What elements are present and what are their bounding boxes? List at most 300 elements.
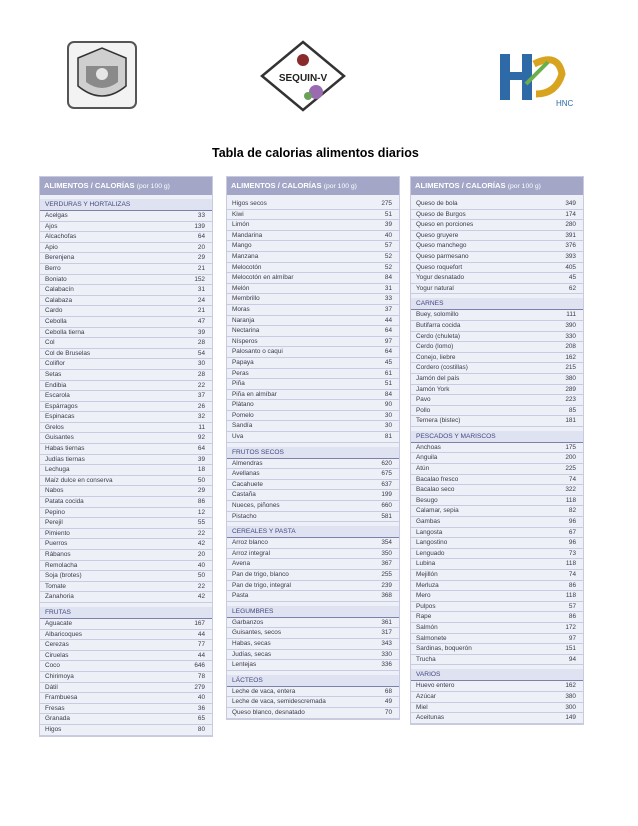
- document-title: Tabla de calorias alimentos diarios: [212, 146, 419, 160]
- calorie-value: 37: [197, 392, 205, 400]
- table-row: [227, 432, 399, 443]
- calorie-value: 637: [381, 480, 392, 488]
- food-name: Cardo: [45, 307, 63, 315]
- food-name: Kiwi: [232, 210, 244, 218]
- table-row: [227, 231, 399, 242]
- food-name: Judías tiernas: [45, 455, 85, 463]
- food-group: [40, 199, 212, 603]
- table-row: [227, 570, 399, 581]
- column-header-unit: (por 100 g): [136, 183, 170, 190]
- calorie-value: 317: [381, 629, 392, 637]
- food-name: Lentejas: [232, 661, 257, 669]
- table-row: [40, 232, 212, 243]
- calorie-value: 40: [197, 561, 205, 569]
- calorie-value: 94: [568, 655, 576, 663]
- table-row: [40, 423, 212, 434]
- table-row: [411, 332, 583, 343]
- food-name: Puerros: [45, 540, 68, 548]
- calorie-value: 111: [566, 311, 576, 319]
- food-name: Uva: [232, 433, 244, 441]
- calorie-value: 26: [197, 402, 205, 410]
- table-row: [227, 490, 399, 501]
- table-row: [411, 273, 583, 284]
- food-name: Calabaza: [45, 296, 73, 304]
- calorie-value: 33: [384, 295, 392, 303]
- calorie-value: 86: [197, 498, 205, 506]
- food-name: Butifarra cocida: [416, 321, 461, 329]
- food-group-title: FRUTAS: [40, 607, 212, 619]
- table-row: [40, 529, 212, 540]
- table-row: [40, 264, 212, 275]
- food-name: Nabos: [45, 487, 64, 495]
- calorie-value: 80: [197, 725, 205, 733]
- food-name: Melocotón: [232, 263, 262, 271]
- table-row: [411, 342, 583, 353]
- calorie-value: 54: [197, 349, 205, 357]
- column-header-title: ALIMENTOS / CALORÍAS: [231, 181, 322, 190]
- food-name: Ajos: [45, 222, 58, 230]
- calorie-value: 289: [565, 385, 576, 393]
- calorie-value: 151: [565, 645, 576, 653]
- table-row: [411, 692, 583, 703]
- table-row: [411, 559, 583, 570]
- table-row: [227, 210, 399, 221]
- table-row: [227, 326, 399, 337]
- table-row: [40, 539, 212, 550]
- table-row: [40, 630, 212, 641]
- calorie-value: 55: [197, 519, 205, 527]
- table-row: [40, 571, 212, 582]
- food-name: Habas, secas: [232, 639, 271, 647]
- food-name: Remolacha: [45, 561, 78, 569]
- table-row: [227, 379, 399, 390]
- food-name: Azúcar: [416, 692, 436, 700]
- table-row: [40, 651, 212, 662]
- food-name: Arroz integral: [232, 549, 271, 557]
- food-group: [227, 199, 399, 443]
- food-name: Queso en porciones: [416, 221, 474, 229]
- food-name: Merluza: [416, 581, 439, 589]
- calorie-value: 78: [197, 672, 205, 680]
- food-name: Frambuesa: [45, 694, 78, 702]
- food-name: Piña en almíbar: [232, 390, 277, 398]
- table-row: [411, 581, 583, 592]
- calorie-value: 646: [194, 662, 205, 670]
- table-row: [227, 512, 399, 523]
- food-name: Apio: [45, 243, 58, 251]
- calorie-value: 39: [197, 328, 205, 336]
- table-row: [40, 550, 212, 561]
- table-row: [40, 338, 212, 349]
- calorie-value: 208: [565, 343, 576, 351]
- calorie-value: 322: [565, 486, 576, 494]
- calorie-value: 42: [197, 540, 205, 548]
- food-name: Pan de trigo, blanco: [232, 571, 289, 578]
- calorie-value: 22: [197, 381, 205, 389]
- food-name: Langostino: [416, 539, 448, 547]
- table-row: [227, 273, 399, 284]
- food-name: Acelgas: [45, 212, 68, 219]
- calorie-value: 50: [197, 572, 205, 580]
- food-name: Rape: [416, 613, 432, 621]
- food-name: Pollo: [416, 406, 431, 414]
- food-name: Escarola: [45, 392, 70, 400]
- food-name: Queso blanco, desnatado: [232, 708, 305, 716]
- food-name: Aceitunas: [416, 714, 445, 722]
- food-group-title: FRUTOS SECOS: [227, 447, 399, 459]
- table-row: [227, 358, 399, 369]
- food-name: Bacalao seco: [416, 486, 455, 494]
- calorie-value: 11: [198, 423, 205, 431]
- table-row: [411, 570, 583, 581]
- table-row: [227, 252, 399, 263]
- table-row: [227, 220, 399, 231]
- calorie-value: 44: [384, 316, 392, 324]
- table-row: [40, 704, 212, 715]
- table-row: [40, 592, 212, 603]
- food-group: [411, 669, 583, 723]
- calorie-column-2: [226, 176, 400, 720]
- food-name: Nectarina: [232, 327, 260, 335]
- calorie-value: 354: [381, 539, 392, 547]
- table-row: [227, 369, 399, 380]
- calorie-value: 22: [197, 582, 205, 590]
- food-name: Leche de vaca, semidescremada: [232, 698, 326, 706]
- calorie-value: 28: [197, 339, 205, 347]
- food-name: Melocotón en almíbar: [232, 274, 294, 282]
- food-name: Mango: [232, 242, 252, 250]
- table-row: [40, 285, 212, 296]
- food-name: Cerdo (chuleta): [416, 332, 461, 340]
- food-name: Bacalao fresco: [416, 475, 459, 483]
- calorie-value: 74: [568, 571, 576, 578]
- table-row: [40, 714, 212, 725]
- unam-seal-logo: [66, 40, 138, 110]
- calorie-value: 380: [565, 374, 576, 382]
- food-group-title: VARIOS: [411, 669, 583, 681]
- food-name: Pasta: [232, 592, 249, 600]
- food-group-title: PESCADOS Y MARISCOS: [411, 431, 583, 443]
- food-name: Papaya: [232, 358, 254, 366]
- food-name: Queso roquefort: [416, 263, 463, 271]
- calorie-value: 52: [384, 263, 392, 271]
- table-row: [40, 317, 212, 328]
- table-row: [411, 506, 583, 517]
- table-row: [40, 349, 212, 360]
- calorie-value: 172: [565, 623, 576, 631]
- column-header: [40, 177, 212, 195]
- calorie-value: 67: [568, 528, 576, 536]
- calorie-value: 200: [565, 454, 576, 462]
- food-name: Habas tiernas: [45, 445, 85, 453]
- table-row: [227, 284, 399, 295]
- food-name: Manzana: [232, 252, 259, 260]
- table-row: [227, 559, 399, 570]
- calorie-value: 175: [565, 443, 576, 451]
- food-name: Guisantes, secos: [232, 629, 282, 637]
- table-row: [227, 337, 399, 348]
- table-row: [40, 444, 212, 455]
- calorie-value: 44: [197, 651, 205, 659]
- calorie-value: 300: [565, 703, 576, 711]
- calorie-value: 28: [197, 370, 205, 378]
- food-name: Calabacín: [45, 286, 74, 294]
- table-row: [411, 353, 583, 364]
- column-header: [411, 177, 583, 195]
- table-row: [411, 528, 583, 539]
- calorie-value: 330: [381, 650, 392, 658]
- calorie-value: 77: [197, 641, 205, 649]
- food-name: Langosta: [416, 528, 443, 536]
- table-row: [227, 581, 399, 592]
- food-group: [411, 199, 583, 294]
- calorie-value: 162: [565, 353, 576, 361]
- food-name: Pan de trigo, integral: [232, 581, 291, 589]
- food-name: Lubina: [416, 560, 436, 568]
- table-row: [411, 220, 583, 231]
- calorie-value: 24: [197, 296, 205, 304]
- table-row: [40, 211, 212, 222]
- food-name: Alcachofas: [45, 233, 77, 241]
- calorie-value: 81: [384, 433, 392, 441]
- table-row: [411, 321, 583, 332]
- table-row: [227, 591, 399, 602]
- calorie-value: 21: [197, 264, 205, 272]
- calorie-value: 139: [194, 222, 205, 230]
- table-row: [40, 402, 212, 413]
- calorie-value: 255: [381, 571, 392, 578]
- sequin-logo: [258, 40, 348, 112]
- food-name: Cerezas: [45, 641, 69, 649]
- table-row: [40, 381, 212, 392]
- food-group-title: LEGUMBRES: [227, 606, 399, 618]
- column-header-unit: (por 100 g): [507, 183, 541, 190]
- calorie-value: 223: [565, 396, 576, 404]
- calorie-value: 215: [565, 364, 576, 372]
- food-name: Boniato: [45, 275, 67, 283]
- calorie-value: 39: [197, 455, 205, 463]
- food-name: Conejo, liebre: [416, 353, 456, 361]
- calorie-value: 675: [381, 470, 392, 478]
- food-name: Castaña: [232, 491, 256, 499]
- calorie-value: 51: [384, 380, 392, 388]
- calorie-value: 57: [568, 602, 576, 610]
- column-header-unit: (por 100 g): [323, 183, 357, 190]
- food-name: Nísperos: [232, 337, 258, 345]
- calorie-value: 64: [197, 445, 205, 453]
- calorie-value: 361: [381, 618, 392, 626]
- table-row: [40, 497, 212, 508]
- food-group: [227, 526, 399, 602]
- food-group: [227, 447, 399, 523]
- table-row: [40, 693, 212, 704]
- calorie-value: 73: [568, 549, 576, 557]
- table-row: [411, 231, 583, 242]
- food-name: Cordero (costillas): [416, 364, 468, 372]
- table-row: [40, 275, 212, 286]
- food-name: Huevo entero: [416, 682, 455, 690]
- calorie-value: 225: [565, 465, 576, 473]
- calorie-value: 181: [565, 417, 576, 425]
- column-header-title: ALIMENTOS / CALORÍAS: [44, 181, 135, 190]
- table-row: [227, 459, 399, 470]
- table-row: [40, 306, 212, 317]
- calorie-value: 18: [197, 466, 205, 474]
- table-row: [40, 518, 212, 529]
- calorie-value: 174: [565, 210, 576, 218]
- calorie-value: 581: [381, 512, 392, 520]
- table-row: [227, 628, 399, 639]
- table-row: [227, 469, 399, 480]
- food-name: Anchoas: [416, 443, 441, 451]
- table-row: [227, 538, 399, 549]
- calorie-value: 21: [197, 307, 205, 315]
- calorie-value: 22: [197, 529, 205, 537]
- calorie-value: 42: [197, 593, 205, 601]
- food-name: Grelos: [45, 423, 64, 431]
- food-name: Leche de vaca, entera: [232, 687, 296, 695]
- table-row: [227, 316, 399, 327]
- food-group-title: CEREALES Y PASTA: [227, 526, 399, 538]
- food-name: Sardinas, boquerón: [416, 645, 472, 653]
- food-name: Atún: [416, 465, 430, 473]
- table-row: [411, 443, 583, 454]
- food-name: Jamón York: [416, 385, 450, 393]
- calorie-value: 84: [384, 274, 392, 282]
- table-row: [411, 310, 583, 321]
- calorie-value: 45: [384, 358, 392, 366]
- calorie-value: 336: [381, 661, 392, 669]
- table-row: [411, 591, 583, 602]
- calorie-value: 199: [381, 491, 392, 499]
- food-name: Pavo: [416, 396, 431, 404]
- calorie-value: 37: [384, 305, 392, 313]
- calorie-value: 275: [381, 200, 392, 207]
- food-name: Piña: [232, 380, 245, 388]
- table-row: [40, 476, 212, 487]
- food-name: Anguila: [416, 454, 438, 462]
- food-name: Setas: [45, 370, 62, 378]
- calorie-value: 391: [565, 231, 576, 239]
- calorie-value: 239: [381, 581, 392, 589]
- calorie-value: 390: [565, 321, 576, 329]
- table-row: [40, 328, 212, 339]
- table-row: [411, 406, 583, 417]
- calorie-value: 660: [381, 502, 392, 510]
- food-name: Almendras: [232, 459, 263, 467]
- food-name: Perejil: [45, 519, 63, 527]
- food-name: Rábanos: [45, 551, 71, 558]
- calorie-column-1: [39, 176, 213, 737]
- hnc-logo: [496, 44, 574, 110]
- food-name: Plátano: [232, 401, 254, 409]
- calorie-value: 32: [197, 413, 205, 421]
- food-name: Membrillo: [232, 295, 260, 303]
- calorie-value: 36: [197, 704, 205, 712]
- food-name: Pomelo: [232, 411, 254, 419]
- food-group: [411, 298, 583, 427]
- food-name: Buey, solomillo: [416, 311, 459, 319]
- calorie-value: 86: [568, 581, 576, 589]
- food-name: Ternera (bistec): [416, 417, 461, 425]
- calorie-value: 279: [194, 683, 205, 691]
- calorie-value: 68: [384, 687, 392, 695]
- food-name: Chirimoya: [45, 672, 74, 680]
- calorie-value: 350: [381, 549, 392, 557]
- calorie-value: 152: [194, 275, 205, 283]
- table-row: [227, 549, 399, 560]
- calorie-value: 96: [568, 518, 576, 526]
- food-name: Moras: [232, 305, 250, 313]
- table-row: [411, 395, 583, 406]
- calorie-value: 368: [381, 592, 392, 600]
- food-name: Coco: [45, 662, 60, 670]
- table-row: [227, 294, 399, 305]
- table-row: [227, 639, 399, 650]
- calorie-value: 162: [565, 682, 576, 690]
- column-header-title: ALIMENTOS / CALORÍAS: [415, 181, 506, 190]
- calorie-value: 57: [384, 242, 392, 250]
- food-name: Higos: [45, 725, 62, 733]
- food-name: Granada: [45, 715, 70, 723]
- table-row: [40, 619, 212, 630]
- table-row: [40, 661, 212, 672]
- calorie-value: 64: [384, 348, 392, 356]
- calorie-value: 12: [197, 508, 205, 516]
- food-name: Garbanzos: [232, 618, 264, 626]
- sequin-logo-text: SEQUIN-V: [278, 73, 328, 84]
- food-name: Avena: [232, 560, 251, 568]
- calorie-column-3: [410, 176, 584, 725]
- table-row: [411, 517, 583, 528]
- food-name: Jamón del país: [416, 374, 460, 382]
- food-name: Cacahuete: [232, 480, 263, 488]
- table-row: [227, 411, 399, 422]
- calorie-value: 97: [568, 634, 576, 642]
- food-name: Col: [45, 339, 55, 347]
- calorie-value: 40: [384, 231, 392, 239]
- table-row: [40, 725, 212, 736]
- food-name: Palosanto o caqui: [232, 348, 283, 356]
- calorie-value: 90: [384, 401, 392, 409]
- table-row: [411, 538, 583, 549]
- table-row: [411, 210, 583, 221]
- food-name: Mero: [416, 592, 431, 600]
- calorie-value: 74: [568, 475, 576, 483]
- column-header: [227, 177, 399, 195]
- table-row: [40, 433, 212, 444]
- food-name: Queso de Burgos: [416, 210, 466, 218]
- table-row: [40, 253, 212, 264]
- table-row: [40, 455, 212, 466]
- food-name: Salmón: [416, 623, 438, 631]
- calorie-value: 367: [381, 560, 392, 568]
- table-row: [40, 640, 212, 651]
- table-row: [411, 644, 583, 655]
- food-name: Yogur natural: [416, 284, 454, 292]
- food-name: Espinacas: [45, 413, 75, 421]
- food-name: Queso manchego: [416, 242, 467, 250]
- calorie-value: 62: [568, 284, 576, 292]
- table-row: [227, 480, 399, 491]
- food-name: Pimiento: [45, 529, 70, 537]
- food-name: Mejillón: [416, 571, 438, 578]
- table-row: [411, 681, 583, 692]
- food-name: Ciruelas: [45, 651, 69, 659]
- food-name: Avellanas: [232, 470, 260, 478]
- table-row: [411, 284, 583, 295]
- table-row: [411, 464, 583, 475]
